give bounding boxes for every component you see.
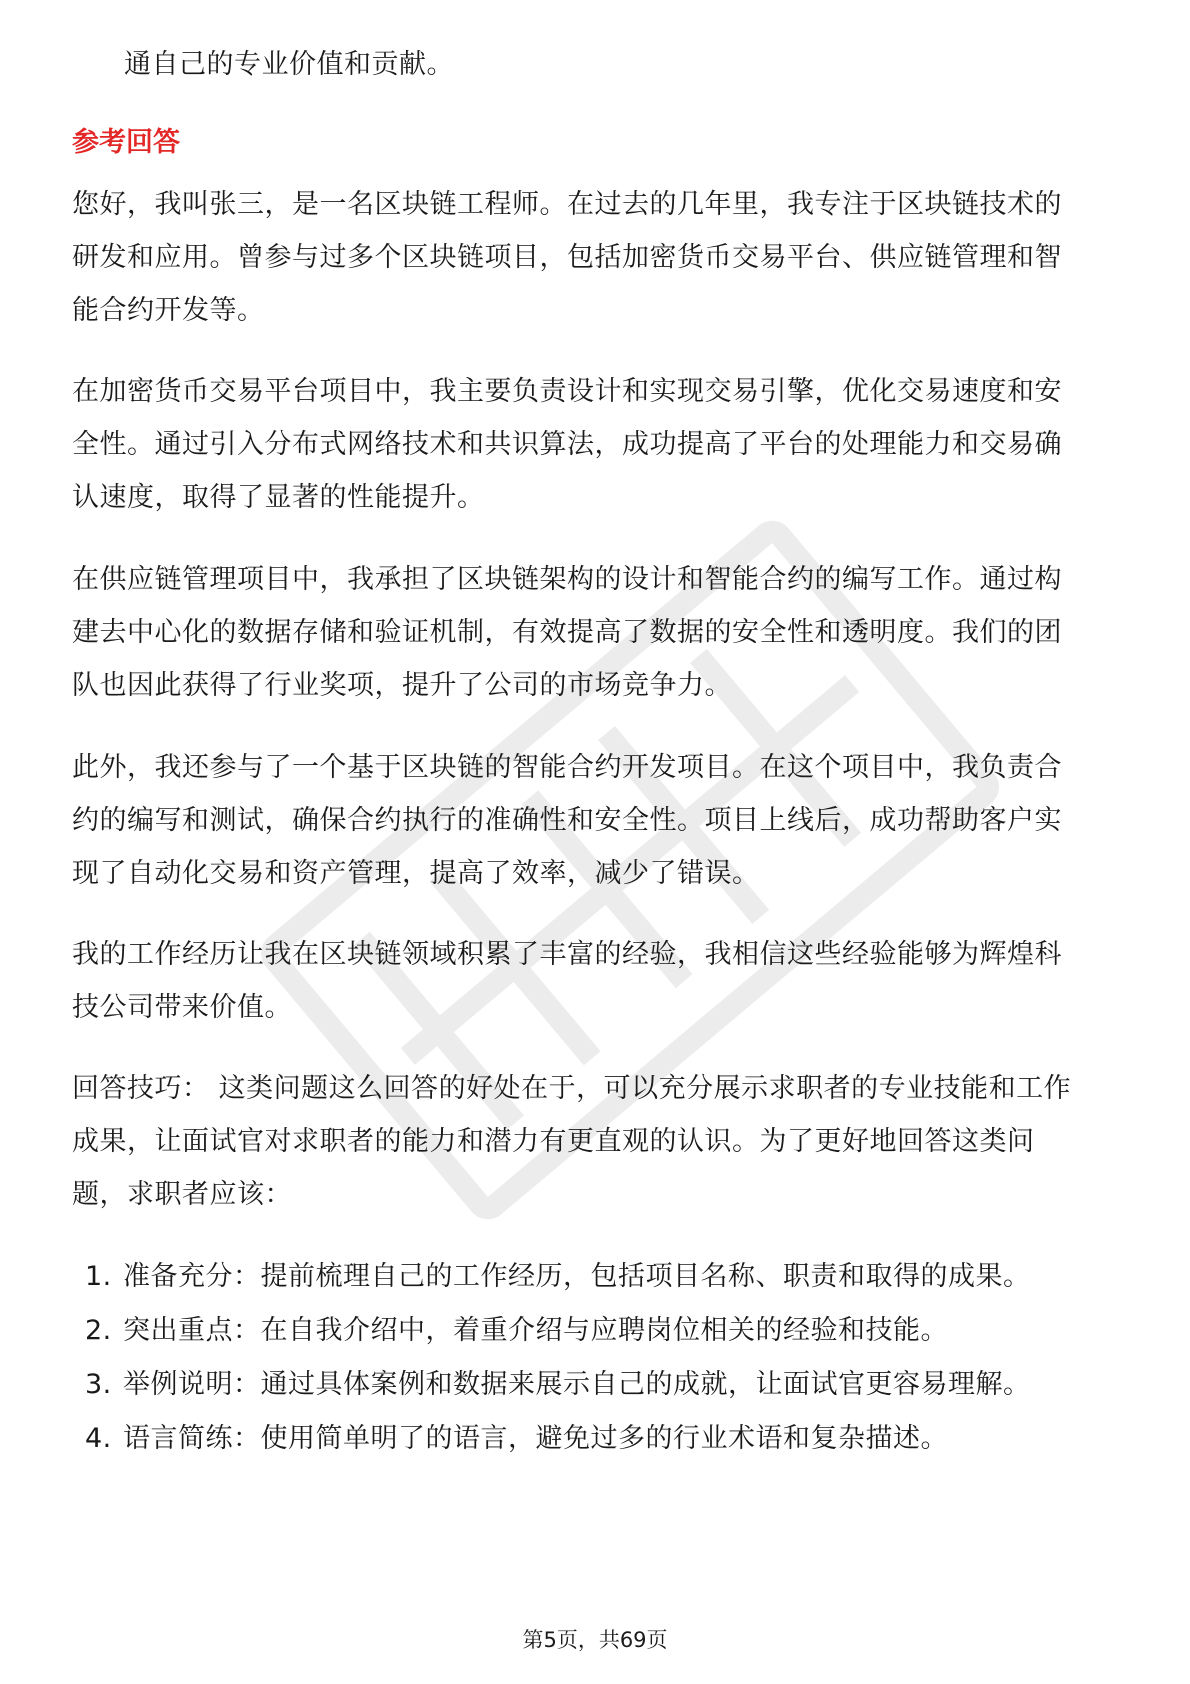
paragraph-line: 约的编写和测试，确保合约执行的准确性和安全性。项目上线后，成功帮助客户实 bbox=[72, 805, 1062, 836]
list-number: 1. bbox=[85, 1261, 112, 1292]
page-footer: 第5页，共69页 bbox=[522, 1628, 668, 1652]
paragraph-line: 技公司带来价值。 bbox=[72, 992, 292, 1023]
list-item bbox=[85, 1368, 1031, 1402]
paragraph-line: 队也因此获得了行业奖项，提升了公司的市场竞争力。 bbox=[72, 670, 732, 701]
paragraph-line: 建去中心化的数据存储和验证机制，有效提高了数据的安全性和透明度。我们的团 bbox=[72, 617, 1062, 648]
paragraph-line: 成果，让面试官对求职者的能力和潜力有更直观的认识。为了更好地回答这类问 bbox=[72, 1126, 1035, 1157]
list-text: 准备充分：提前梳理自己的工作经历，包括项目名称、职责和取得的成果。 bbox=[123, 1261, 1031, 1292]
list-text: 语言简练：使用简单明了的语言，避免过多的行业术语和复杂描述。 bbox=[123, 1423, 948, 1454]
list-item bbox=[85, 1422, 948, 1456]
list-number: 2. bbox=[85, 1315, 112, 1346]
list-item bbox=[85, 1314, 948, 1348]
paragraph-line: 我的工作经历让我在区块链领域积累了丰富的经验，我相信这些经验能够为辉煌科 bbox=[72, 939, 1062, 970]
intro-tail: 通自己的专业价值和贡献。 bbox=[124, 49, 454, 80]
paragraph-line: 在供应链管理项目中，我承担了区块链架构的设计和智能合约的编写工作。通过构 bbox=[72, 564, 1062, 595]
paragraph-line: 全性。通过引入分布式网络技术和共识算法，成功提高了平台的处理能力和交易确 bbox=[72, 429, 1062, 460]
paragraph-line: 在加密货币交易平台项目中，我主要负责设计和实现交易引擎，优化交易速度和安 bbox=[72, 376, 1062, 407]
paragraph-line: 您好，我叫张三，是一名区块链工程师。在过去的几年里，我专注于区块链技术的 bbox=[72, 189, 1062, 220]
list-text: 举例说明：通过具体案例和数据来展示自己的成就，让面试官更容易理解。 bbox=[123, 1369, 1031, 1400]
paragraph-line: 研发和应用。曾参与过多个区块链项目，包括加密货币交易平台、供应链管理和智 bbox=[72, 242, 1062, 273]
paragraph-line: 能合约开发等。 bbox=[72, 295, 265, 326]
paragraph-line: 此外，我还参与了一个基于区块链的智能合约开发项目。在这个项目中，我负责合 bbox=[72, 752, 1062, 783]
paragraph-line: 现了自动化交易和资产管理，提高了效率，减少了错误。 bbox=[72, 858, 760, 889]
list-number: 4. bbox=[85, 1423, 112, 1454]
list-item bbox=[85, 1260, 1031, 1294]
paragraph-line: 题，求职者应该： bbox=[72, 1179, 292, 1210]
paragraph-line: 认速度，取得了显著的性能提升。 bbox=[72, 482, 485, 513]
section-heading: 参考回答 bbox=[72, 127, 180, 158]
list-text: 突出重点：在自我介绍中，着重介绍与应聘岗位相关的经验和技能。 bbox=[123, 1315, 948, 1346]
list-number: 3. bbox=[85, 1369, 112, 1400]
paragraph-line: 回答技巧： 这类问题这么回答的好处在于，可以充分展示求职者的专业技能和工作 bbox=[72, 1073, 1072, 1104]
